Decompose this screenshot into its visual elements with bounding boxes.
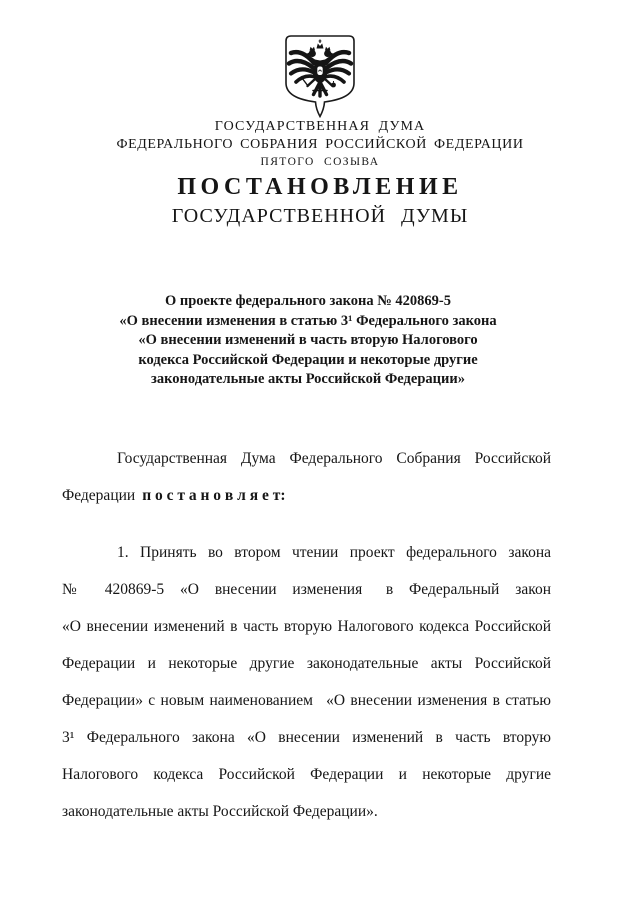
preamble-prefix: Федерации [62,487,136,504]
body-line: «О внесении изменений в часть вторую Налогового кодекса Российской [62,618,551,635]
body-line [62,477,551,514]
resolution-subject-title [62,292,554,390]
clause-1-paragraph [62,534,551,830]
body-line: законодательные акты Российской Федерации». [62,803,378,820]
subject-line: «О внесении изменений в часть вторую Налогового [138,332,478,348]
heraldic-shield-icon [282,32,358,120]
body-line: № 420869-5 «О внесении изменения в Федеральный закон [62,581,551,598]
authority-name: ГОСУДАРСТВЕННАЯ ДУМА [214,119,426,134]
issuing-authority-header [0,119,640,168]
document-type-heading [0,174,640,228]
subject-line: кодекса Российской Федерации и некоторые другие [138,351,478,368]
coat-of-arms-russia [282,32,358,120]
document-type-subtitle: ГОСУДАРСТВЕННОЙ ДУМЫ [171,205,469,227]
document-type-title: ПОСТАНОВЛЕНИЕ [177,174,463,200]
body-line: Государственная Дума Федерального Собрания Российской [117,450,551,467]
body-line: 3¹ Федерального закона «О внесении изменений в часть вторую [62,729,551,746]
subject-line: законодательные акты Российской Федерации» [151,371,465,387]
resolves-keyword: п о с т а н о в л я е т: [142,487,286,504]
authority-parent-body: ФЕДЕРАЛЬНОГО СОБРАНИЯ РОССИЙСКОЙ ФЕДЕРАЦИИ [116,137,524,152]
subject-line: «О внесении изменения в статью 3¹ Федерального закона [119,312,497,329]
body-line: 1. Принять во втором чтении проект федерального закона [117,544,551,561]
resolution-body [62,440,551,830]
subject-line: О проекте федерального закона № 420869-5 [164,293,452,309]
preamble-paragraph [62,440,551,514]
body-line: Налогового кодекса Российской Федерации и некоторые другие [62,766,551,783]
body-line: Федерации и некоторые другие законодательные акты Российской [62,655,551,672]
convocation-label: ПЯТОГО СОЗЫВА [260,156,380,168]
body-line: Федерации» с новым наименованием «О внесении изменения в статью [62,692,551,709]
